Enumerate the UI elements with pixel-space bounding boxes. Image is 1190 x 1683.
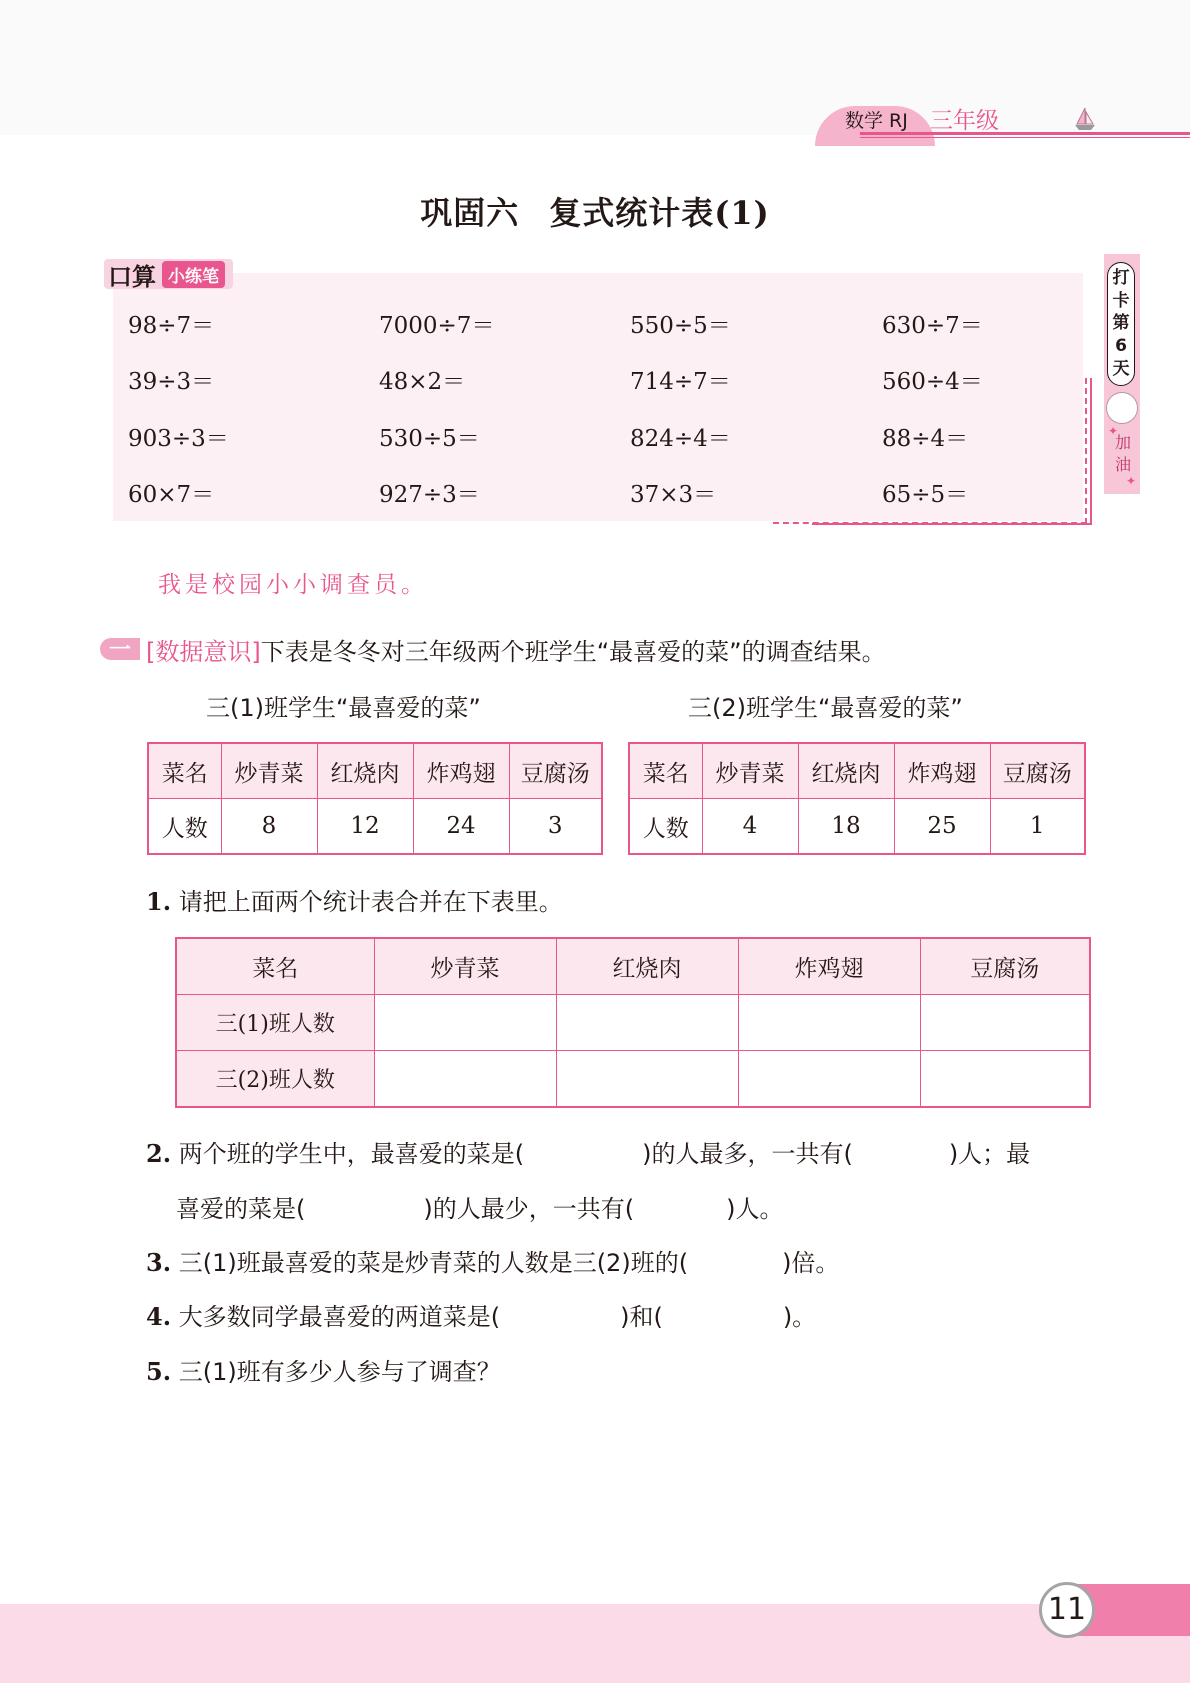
table-cell: 8 — [221, 799, 317, 855]
question-2 — [146, 1134, 1030, 1169]
question-number: 2. — [146, 1139, 172, 1168]
table-row — [176, 1051, 1090, 1108]
table-header-cell: 炸鸡翅 — [738, 938, 920, 995]
class1-table — [147, 742, 603, 855]
practice-label: 小练笔 — [162, 261, 225, 288]
title-part1: 巩固六 — [420, 194, 520, 232]
answer-cell[interactable] — [738, 1051, 920, 1108]
table-header-cell: 炒青菜 — [374, 938, 556, 995]
calc-problem: 550÷5＝ — [630, 313, 731, 339]
question-number: 1. — [146, 887, 172, 916]
calc-problem: 560÷4＝ — [882, 369, 983, 395]
calc-problem: 88÷4＝ — [882, 426, 969, 452]
table-header-cell: 红烧肉 — [317, 743, 413, 799]
question-text: )人；最 — [948, 1140, 1031, 1168]
question-text: )的人最多，一共有( — [642, 1140, 853, 1168]
calc-problem: 824÷4＝ — [630, 426, 731, 452]
checkin-char: 打 — [1112, 267, 1130, 288]
checkin-circle[interactable] — [1106, 392, 1138, 424]
prompt-text: 下表是冬冬对三年级两个班学生“最喜爱的菜”的调查结果。 — [260, 638, 886, 666]
question-text: 三(1)班最喜爱的菜是炒青菜的人数是三(2)班的( — [178, 1249, 689, 1277]
table2-title: 三(2)班学生“最喜爱的菜” — [688, 694, 963, 722]
footer-band — [0, 1604, 1190, 1683]
question-text: )倍。 — [782, 1249, 840, 1277]
calc-problem: 630÷7＝ — [882, 313, 983, 339]
checkin-char: 第 — [1112, 313, 1130, 334]
question-text: )的人最少，一共有( — [423, 1195, 635, 1223]
question-text: )人。 — [726, 1195, 784, 1223]
table-row — [629, 743, 1085, 799]
table-header-cell: 菜名 — [148, 743, 221, 799]
question-text: 三(1)班有多少人参与了调查？ — [178, 1358, 501, 1386]
table-row — [148, 799, 602, 855]
table-header-cell: 炸鸡翅 — [894, 743, 990, 799]
calc-problem: 927÷3＝ — [379, 482, 480, 508]
answer-cell[interactable] — [374, 995, 556, 1051]
table-header-cell: 红烧肉 — [798, 743, 894, 799]
table-header-cell: 红烧肉 — [556, 938, 738, 995]
question-text: 两个班的学生中，最喜爱的菜是( — [178, 1140, 525, 1168]
answer-cell[interactable] — [738, 995, 920, 1051]
mental-math-badge — [104, 259, 233, 289]
page-number: 11 — [1039, 1582, 1095, 1638]
sailboat-icon — [1072, 106, 1098, 132]
table-cell: 4 — [702, 799, 798, 855]
checkin-char: 天 — [1112, 359, 1130, 380]
mental-math-label: 口算 — [108, 262, 156, 291]
calc-problem: 60×7＝ — [128, 482, 215, 508]
header-rule — [860, 132, 1190, 135]
question-number: 5. — [146, 1357, 172, 1386]
checkin-char: 卡 — [1112, 290, 1130, 311]
checkin-label — [1107, 262, 1135, 386]
table-header-cell: 豆腐汤 — [509, 743, 602, 799]
question-5 — [146, 1352, 501, 1387]
table-header-cell: 菜名 — [629, 743, 702, 799]
table-row — [629, 799, 1085, 855]
table-cell: 18 — [798, 799, 894, 855]
question-text: 喜爱的菜是( — [176, 1195, 306, 1223]
question-number: 3. — [146, 1248, 172, 1277]
table-header-cell: 炸鸡翅 — [413, 743, 509, 799]
table-cell: 25 — [894, 799, 990, 855]
table-header-cell: 豆腐汤 — [990, 743, 1085, 799]
star-icon: ✦ — [1126, 474, 1137, 488]
question-2-cont — [176, 1189, 783, 1224]
table-row — [148, 743, 602, 799]
question-number: 一 — [108, 638, 131, 663]
answer-cell[interactable] — [920, 1051, 1090, 1108]
calc-problem: 48×2＝ — [379, 369, 466, 395]
calc-problem: 7000÷7＝ — [379, 313, 495, 339]
header-rule-thin — [860, 137, 1190, 138]
table-header-cell: 豆腐汤 — [920, 938, 1090, 995]
calc-problem: 903÷3＝ — [128, 426, 229, 452]
calc-problem: 98÷7＝ — [128, 313, 215, 339]
header-grade: 三年级 — [930, 108, 999, 134]
calc-problem: 65÷5＝ — [882, 482, 969, 508]
class2-table — [628, 742, 1086, 855]
table-header-cell: 炒青菜 — [702, 743, 798, 799]
table-header-cell: 炒青菜 — [221, 743, 317, 799]
data-awareness-tag: [数据意识] — [146, 638, 261, 666]
question-number: 4. — [146, 1302, 172, 1331]
answer-cell[interactable] — [374, 1051, 556, 1108]
calc-problem: 530÷5＝ — [379, 426, 480, 452]
question-text: )。 — [782, 1303, 817, 1331]
question-text: )和( — [620, 1303, 663, 1331]
question-prompt — [146, 632, 886, 667]
page-title — [0, 188, 1190, 234]
question-3 — [146, 1243, 839, 1278]
table-row — [176, 938, 1090, 995]
header-band — [0, 0, 1190, 135]
table-cell: 24 — [413, 799, 509, 855]
survey-intro: 我是校园小小调查员。 — [158, 572, 428, 598]
table-cell: 3 — [509, 799, 602, 855]
question-1 — [146, 882, 563, 917]
table-row-label: 三(2)班人数 — [176, 1051, 374, 1108]
cheer-text: 加油 — [1114, 433, 1131, 474]
header-subject: 数学 RJ — [845, 110, 908, 132]
table-cell: 12 — [317, 799, 413, 855]
checkin-char: 6 — [1115, 336, 1127, 357]
question-text: 请把上面两个统计表合并在下表里。 — [178, 888, 563, 916]
answer-cell[interactable] — [920, 995, 1090, 1051]
merged-table — [175, 937, 1091, 1108]
title-part2: 复式统计表(1) — [549, 194, 770, 232]
question-text: 大多数同学最喜爱的两道菜是( — [178, 1303, 501, 1331]
answer-cell[interactable] — [556, 1051, 738, 1108]
table-row-label: 人数 — [629, 799, 702, 855]
table-header-cell: 菜名 — [176, 938, 374, 995]
calc-problem: 37×3＝ — [630, 482, 717, 508]
answer-cell[interactable] — [556, 995, 738, 1051]
calc-problem: 714÷7＝ — [630, 369, 731, 395]
table-cell: 1 — [990, 799, 1085, 855]
table-row — [176, 995, 1090, 1051]
table-row-label: 人数 — [148, 799, 221, 855]
question-4 — [146, 1297, 816, 1332]
table1-title: 三(1)班学生“最喜爱的菜” — [206, 694, 481, 722]
star-icon: ✦ — [1108, 424, 1119, 438]
calc-problem: 39÷3＝ — [128, 369, 215, 395]
table-row-label: 三(1)班人数 — [176, 995, 374, 1051]
